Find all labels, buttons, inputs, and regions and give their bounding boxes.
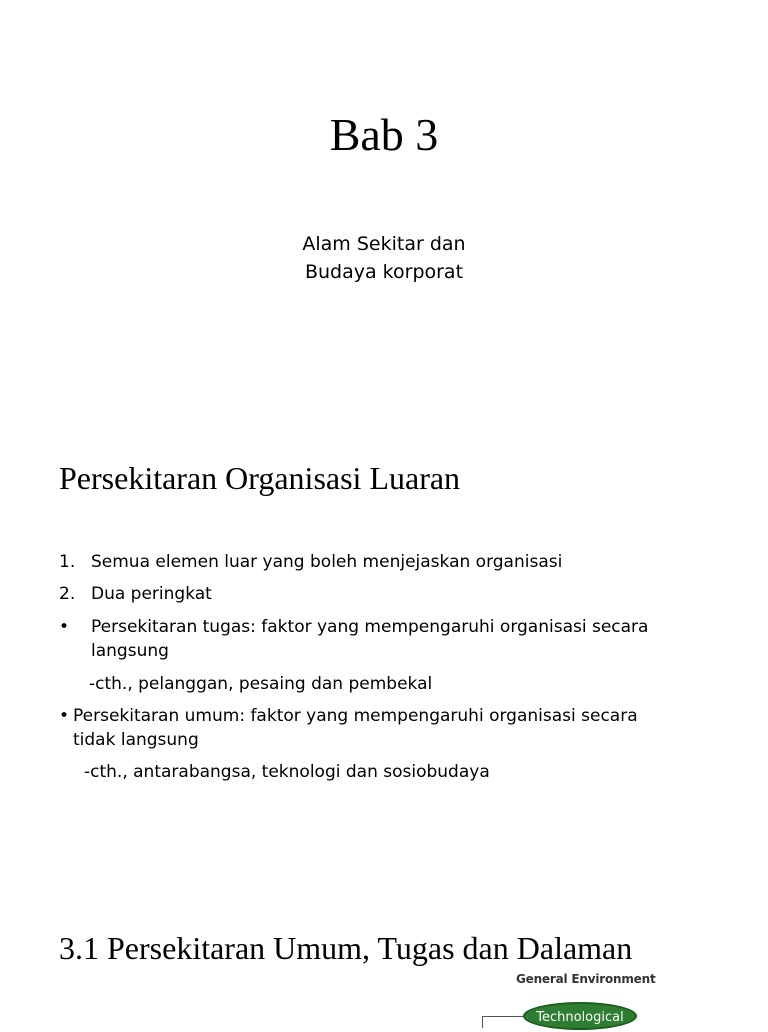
bullet-marker: •	[59, 706, 70, 726]
bullet-marker: •	[59, 617, 70, 637]
list-item: Semua elemen luar yang boleh menjejaskan organisasi	[91, 552, 563, 572]
slide-heading: 3.1 Persekitaran Umum, Tugas dan Dalaman	[59, 930, 633, 966]
subtitle-line: Alam Sekitar dan	[302, 233, 466, 255]
list-marker: 1.	[59, 552, 76, 572]
list-item-continued: tidak langsung	[73, 730, 199, 750]
diagram-label: General Environment	[516, 972, 656, 986]
diagram-connector	[482, 1016, 483, 1028]
slide-heading: Persekitaran Organisasi Luaran	[59, 460, 461, 496]
subtitle-line: Budaya korporat	[304, 261, 464, 283]
slide-title: Bab 3	[329, 109, 439, 160]
list-marker: 2.	[59, 584, 76, 604]
diagram-node: Technological	[523, 1002, 637, 1030]
list-item: Persekitaran tugas: faktor yang mempengaruhi organisasi secara	[91, 617, 649, 637]
example-line: -cth., pelanggan, pesaing dan pembekal	[89, 674, 433, 694]
list-item-continued: langsung	[91, 641, 169, 661]
slide-subtitle	[0, 230, 768, 286]
list-item: Dua peringkat	[91, 584, 212, 604]
example-line: -cth., antarabangsa, teknologi dan sosiobudaya	[84, 762, 490, 782]
diagram-connector	[482, 1016, 523, 1017]
list-item: Persekitaran umum: faktor yang mempengaruhi organisasi secara	[73, 706, 638, 726]
